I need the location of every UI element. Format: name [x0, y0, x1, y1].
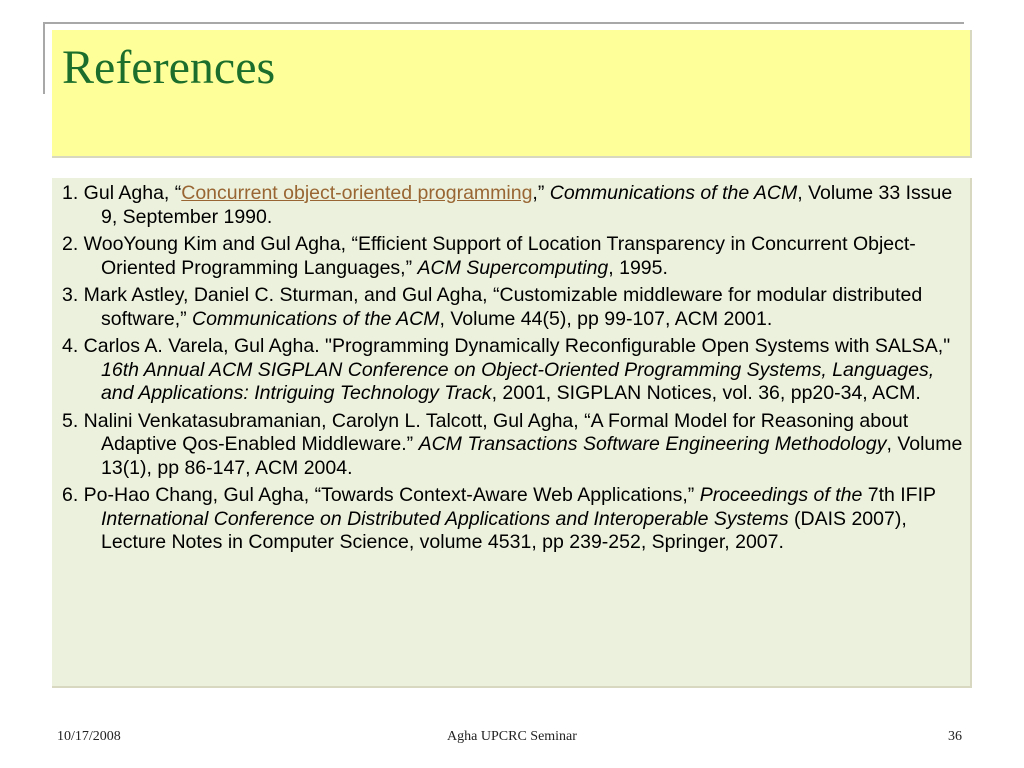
- reference-text: , Volume 13(1), pp 86-147, ACM 2004.: [101, 433, 963, 479]
- footer-title: Agha UPCRC Seminar: [447, 729, 577, 744]
- footer-page-number: 36: [948, 729, 962, 744]
- reference-item-3: [62, 284, 964, 331]
- reference-venue: ACM Supercomputing: [417, 256, 609, 279]
- reference-venue: ACM Transactions Software Engineering Methodology: [418, 433, 887, 455]
- decorative-vertical-line: [43, 22, 45, 94]
- reference-text: 3. Mark Astley, Daniel C. Sturman, and Gul Agha, “Customizable middleware for modular distributed software,”: [62, 284, 923, 330]
- reference-item-4: [62, 335, 964, 406]
- reference-list: [62, 182, 964, 559]
- reference-venue: International Conference on Distributed Applications and Interoperable Systems: [101, 507, 789, 530]
- reference-item-5: [62, 410, 964, 481]
- decorative-horizontal-line: [43, 22, 964, 24]
- footer-date: 10/17/2008: [57, 729, 121, 744]
- reference-venue: Proceedings of the: [699, 484, 868, 506]
- reference-venue: Communications of the ACM: [549, 182, 798, 204]
- reference-text: 5. Nalini Venkatasubramanian, Carolyn L. Talcott, Gul Agha, “A Formal Model for Reasoning about Adaptive Qos-Enabled Middleware.”: [62, 409, 909, 455]
- reference-text: 6. Po-Hao Chang, Gul Agha, “Towards Context-Aware Web Applications,”: [62, 484, 700, 506]
- reference-text: ,”: [532, 182, 550, 204]
- reference-text: , 2001, SIGPLAN Notices, vol. 36, pp20-34, ACM.: [491, 382, 921, 404]
- reference-text: , 1995.: [608, 256, 668, 279]
- reference-text: 2. WooYoung Kim and Gul Agha, “Efficient Support of Location Transparency in Concurrent Object-Oriented Programming Languages,”: [62, 233, 916, 279]
- reference-item-1: [62, 182, 964, 229]
- reference-text: , Volume 33 Issue 9, September 1990.: [101, 182, 953, 228]
- reference-text: 1. Gul Agha, “: [62, 182, 182, 204]
- reference-text: 4. Carlos A. Varela, Gul Agha. "Programming Dynamically Reconfigurable Open Systems with SALSA,": [62, 335, 951, 357]
- slide-title: References: [62, 41, 276, 94]
- reference-venue: 16th Annual ACM SIGPLAN Conference on Object-Oriented Programming Systems, Languages, and Applications: Intriguing Technology Track: [101, 358, 935, 404]
- reference-text: (DAIS 2007), Lecture Notes in Computer Science, volume 4531, pp 239-252, Springer, 2007.: [101, 507, 907, 553]
- reference-item-6: [62, 484, 964, 555]
- reference-venue: Communications of the ACM: [192, 307, 440, 330]
- reference-link[interactable]: Concurrent object-oriented programming: [181, 182, 533, 204]
- reference-text: 7th IFIP: [867, 484, 936, 506]
- reference-item-2: [62, 233, 964, 280]
- reference-text: , Volume 44(5), pp 99-107, ACM 2001.: [439, 307, 773, 330]
